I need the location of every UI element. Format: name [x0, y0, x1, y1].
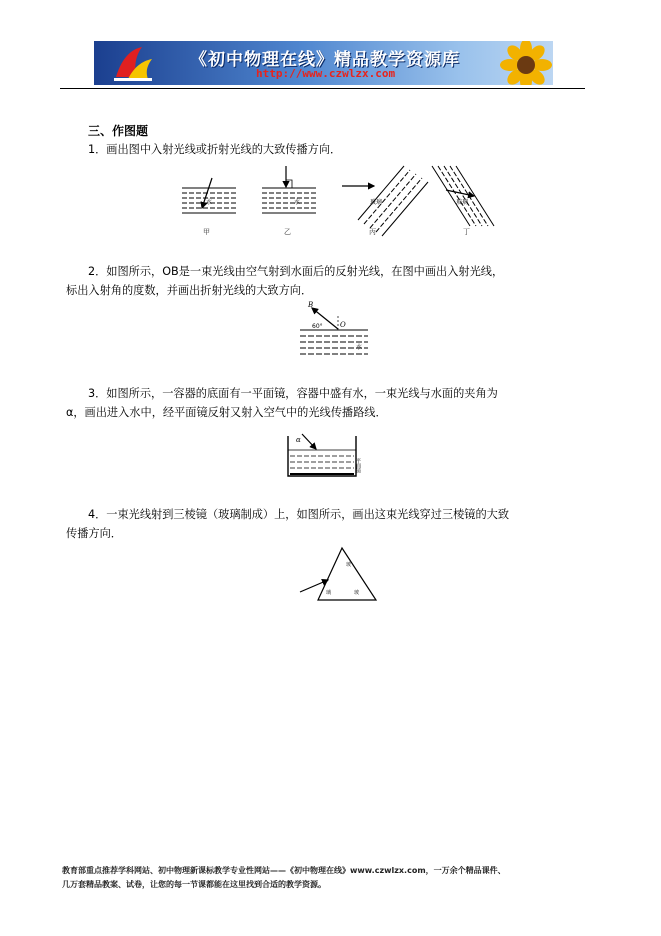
- question-2-line-2: 标出入射角的度数，并画出折射光线的大致方向．: [66, 284, 313, 297]
- sunflower-icon: [486, 41, 553, 85]
- header-rule: [60, 88, 585, 89]
- question-3-line-1: 3．如图所示，一容器的底面有一平面镜，容器中盛有水，一束光线与水面的夹角为: [88, 387, 498, 400]
- figure-2-label-b: B: [308, 301, 314, 309]
- figure-2: [298, 300, 378, 360]
- section-title: 三、作图题: [88, 124, 149, 138]
- figure-3-label-mirror: 平面镜: [355, 458, 361, 473]
- footer: [62, 864, 506, 892]
- figure-1-caption-jia: 甲: [203, 228, 210, 236]
- figure-4: [298, 546, 388, 606]
- question-1-text: 1．画出图中入射光线或折射光线的大致传播方向．: [88, 143, 342, 156]
- figure-1-bing: [342, 166, 428, 236]
- question-4-line-1: 4．一束光线射到三棱镜（玻璃制成）上，如图所示，画出这束光线穿过三棱镜的大致: [88, 508, 510, 521]
- question-2-line-1: 2．如图所示，OB是一束光线由空气射到水面后的反射光线，在图中画出入射光线，: [88, 265, 504, 278]
- figure-1-caption-bing: 丙: [369, 228, 376, 236]
- figure-1-caption-yi: 乙: [284, 228, 291, 236]
- figure-1: [178, 160, 498, 240]
- figure-1-inner-label-bing: 玻璃: [370, 199, 383, 206]
- figure-1-jia: [182, 178, 236, 213]
- figure-1-ding: [432, 166, 494, 226]
- footer-line-2: 几万套精品教案、试卷，让您的每一节课都能在这里找到合适的教学资源。: [62, 880, 326, 889]
- header-url[interactable]: http://www.czwlzx.com: [256, 67, 396, 80]
- figure-1-caption-ding: 丁: [463, 228, 470, 236]
- site-logo-icon: [108, 41, 158, 85]
- question-3-line-2: α，画出进入水中，经平面镜反射又射入空气中的光线传播路线．: [66, 406, 387, 419]
- header-title: 《初中物理在线》精品教学资源库: [190, 50, 460, 70]
- figure-4-label-3: 玻: [354, 590, 360, 596]
- figure-3-label-alpha: α: [296, 436, 301, 444]
- figure-4-label-1: 玻: [346, 562, 352, 568]
- footer-line-1: 教育部重点推荐学科网站、初中物理新课标教学专业性网站——《初中物理在线》www.czwlzx.com，一万余个精品课件、: [62, 866, 506, 875]
- figure-2-label-o: O: [340, 321, 346, 329]
- figure-2-label-water: 水: [356, 344, 363, 351]
- figure-4-label-2: 璃: [326, 590, 332, 596]
- figure-1-inner-label-yi: 水: [294, 199, 301, 206]
- header-banner: [94, 41, 553, 85]
- figure-3: [282, 430, 372, 480]
- figure-2-label-angle: 60°: [312, 323, 323, 330]
- figure-1-inner-label-jia: 水: [206, 199, 213, 206]
- figure-1-yi: [262, 166, 316, 213]
- figure-1-inner-label-ding: 玻璃: [456, 199, 469, 206]
- question-4-line-2: 传播方向．: [66, 527, 122, 540]
